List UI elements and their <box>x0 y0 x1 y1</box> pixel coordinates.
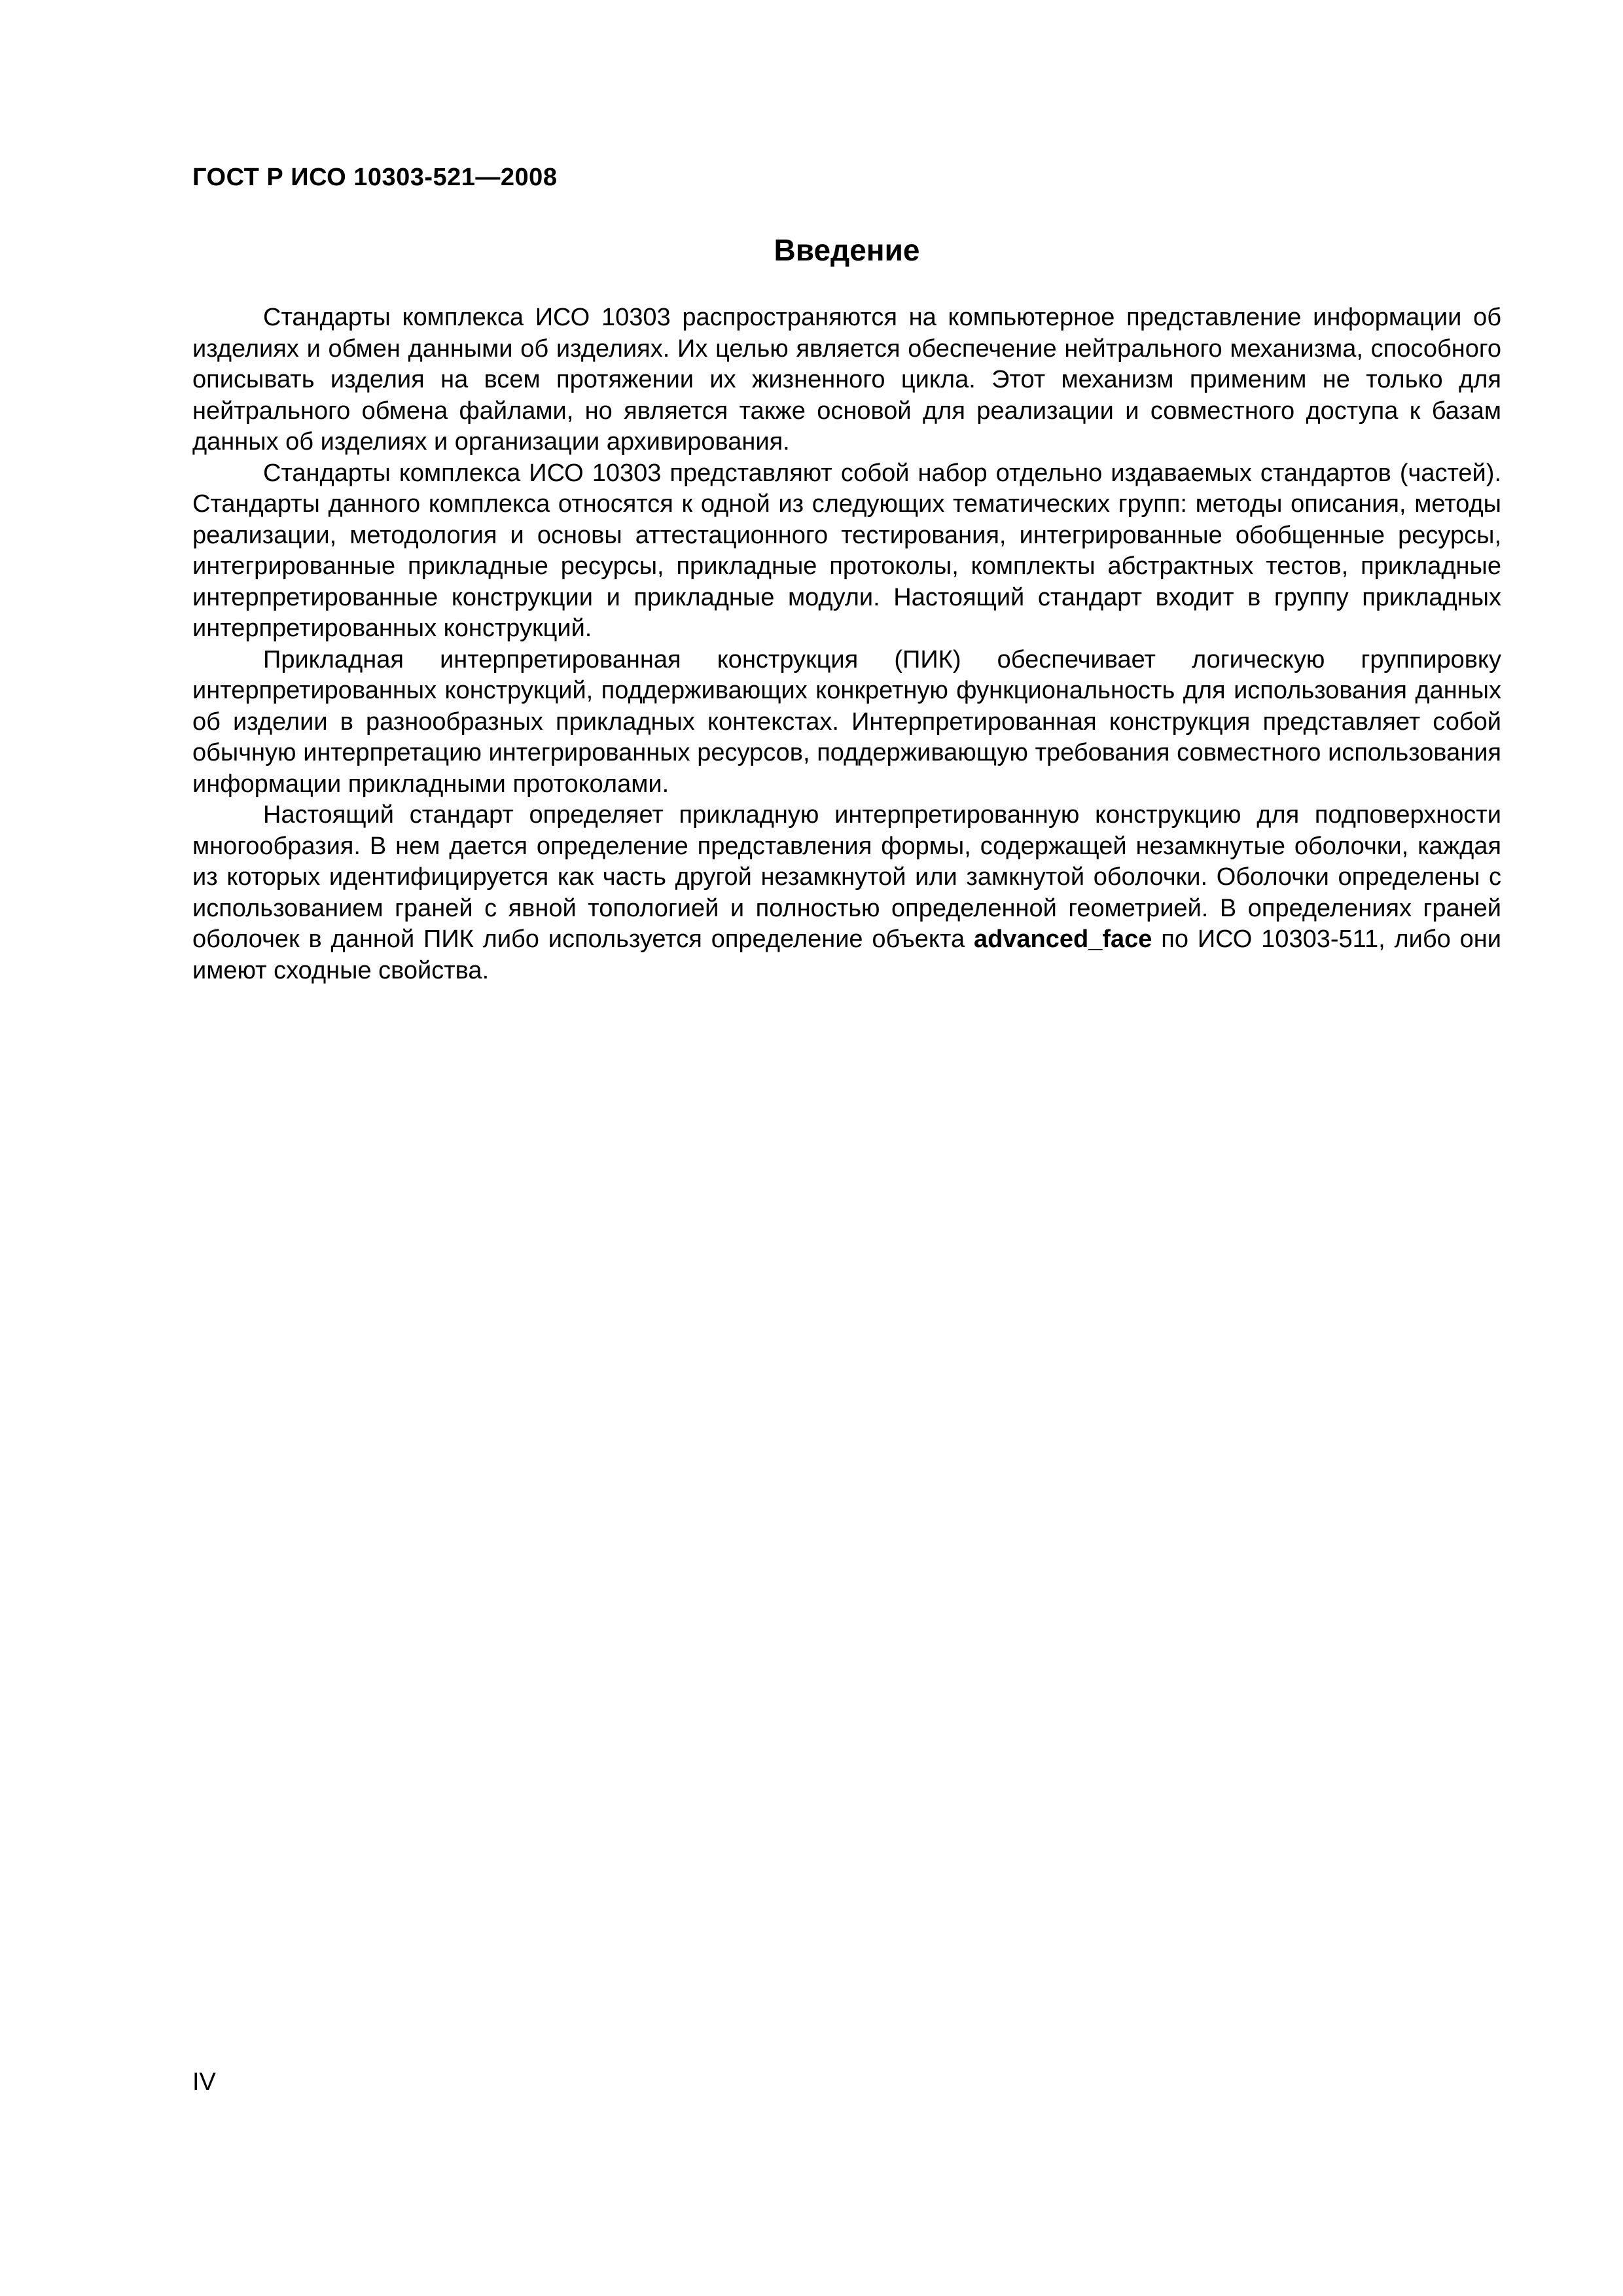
section-title: Введение <box>774 233 920 267</box>
paragraph-1: Стандарты комплекса ИСО 10303 распространяются на компьютерное представление информации об изделиях и обмен данными об изделиях. Их целью является обеспечение нейтрального механизма, способного описывать изделия на всем протяжении их жизненного цикла. Этот механизм применим не только для нейтрального обмена файлами, но является также основой для реализации и совместного доступа к базам данных об изделиях и организации архивирования. <box>192 304 1501 456</box>
paragraph-4 <box>192 800 1501 986</box>
paragraph-4-text-before: Настоящий стандарт определяет прикладную интерпретированную конструкцию для подповерхности многообразия. В нем дается определение представления формы, содержащей незамкнутые оболочки, каждая из которых идентифицируется как часть другой незамкнутой или замкнутой оболочки. Оболочки определены с использованием граней с явной топологией и полностью определенной геометрией. В определениях граней оболочек в данной ПИК либо используется определение объекта <box>192 801 1501 953</box>
paragraph-2: Стандарты комплекса ИСО 10303 представляют собой набор отдельно издаваемых стандартов (частей). Стандарты данного комплекса относятся к одной из следующих тематических групп: методы описания, методы реализации, методология и основы аттестационного тестирования, интегрированные обобщенные ресурсы, интегрированные прикладные ресурсы, прикладные протоколы, комплекты абстрактных тестов, прикладные интерпретированные конструкции и прикладные модули. Настоящий стандарт входит в группу прикладных интерпретированных конструкций. <box>192 459 1501 642</box>
paragraph-4-text-after: по ИСО 10303-511, либо они имеют сходные свойства. <box>192 925 1501 984</box>
page-number: IV <box>192 2068 216 2096</box>
term-advanced-face: advanced_face <box>973 925 1152 953</box>
introduction-body <box>192 302 1501 986</box>
paragraph-3: Прикладная интерпретированная конструкция (ПИК) обеспечивает логическую группировку интерпретированных конструкций, поддерживающих конкретную функциональность для использования данных об изделии в разнообразных прикладных контекстах. Интерпретированная конструкция представляет собой обычную интерпретацию интегрированных ресурсов, поддерживающую требования совместного использования информации прикладными протоколами. <box>192 645 1501 798</box>
document-code-header: ГОСТ Р ИСО 10303-521—2008 <box>192 164 558 191</box>
